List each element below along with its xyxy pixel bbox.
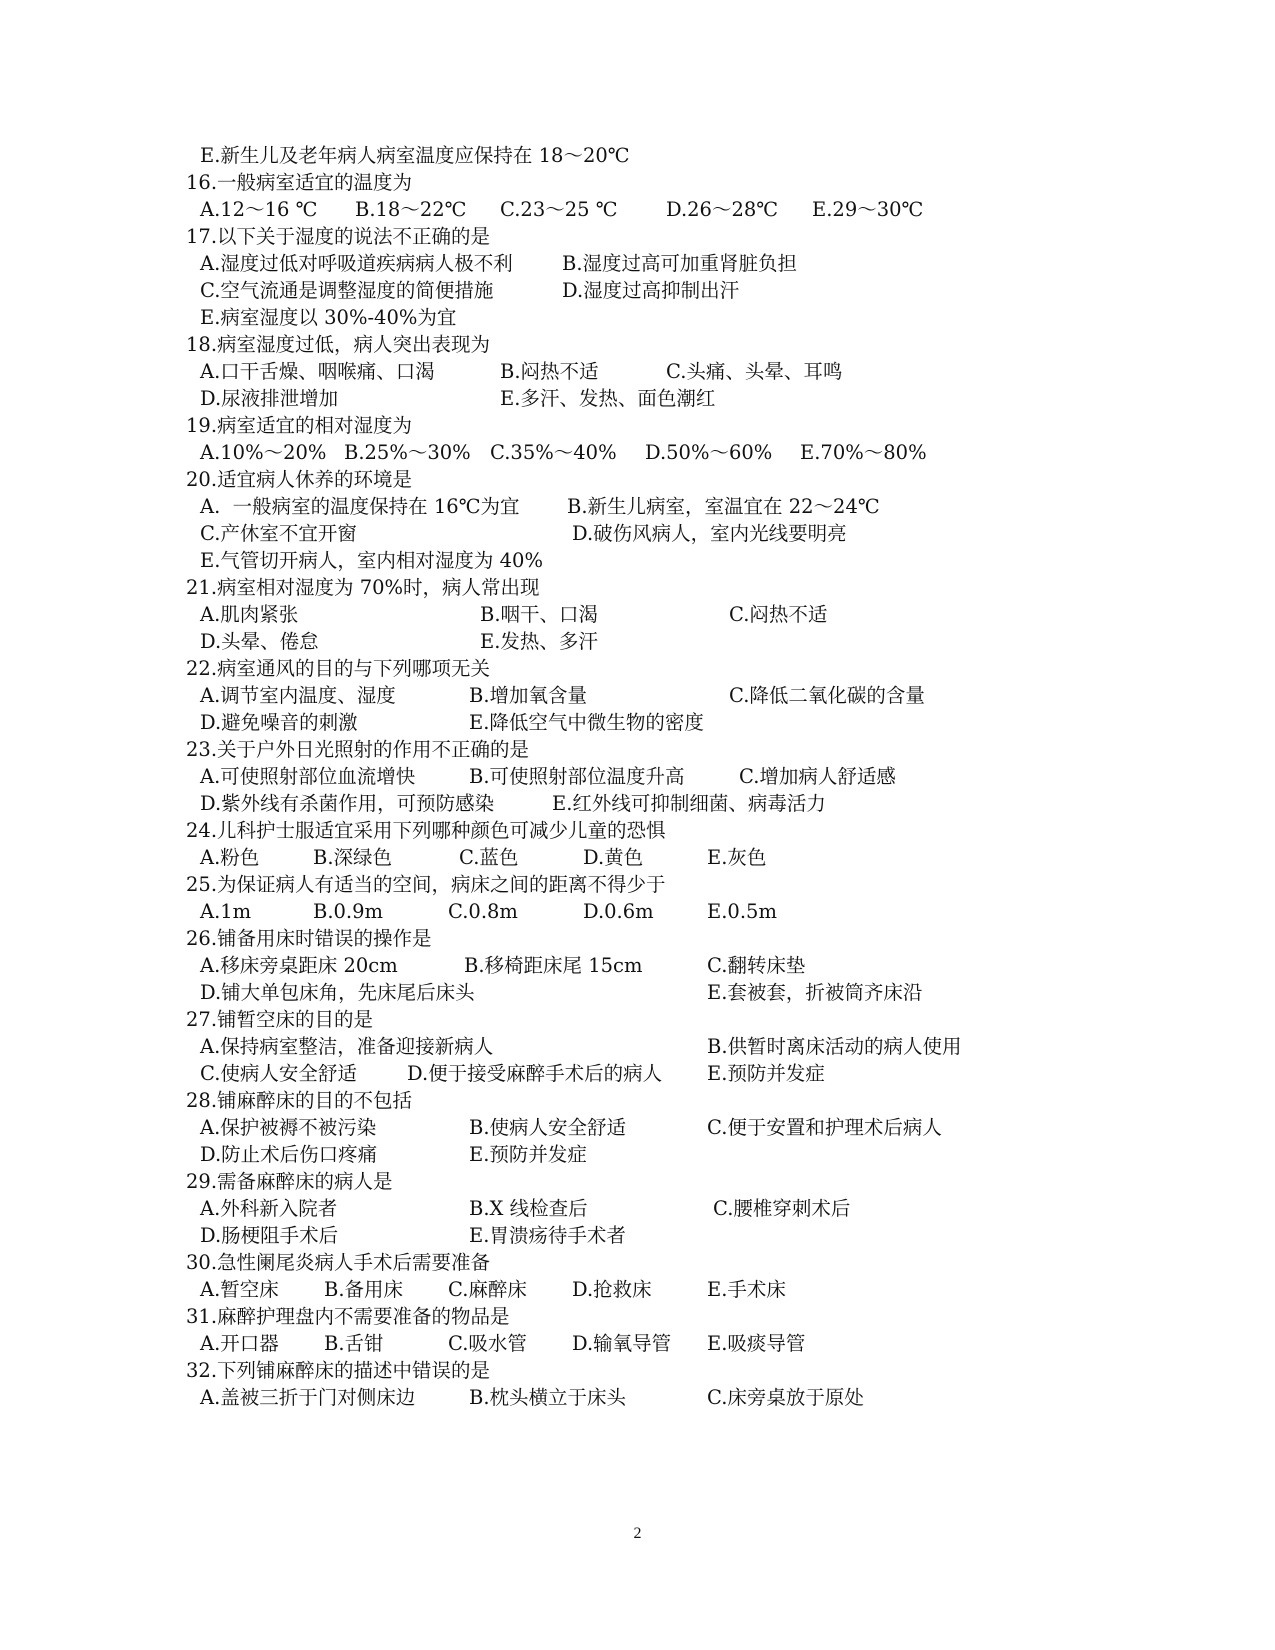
- option-c: C.降低二氧化碳的含量: [729, 684, 925, 707]
- option-c: C.35%～40%: [490, 441, 617, 464]
- option-c: C.蓝色: [459, 846, 519, 869]
- question-25-stem: 25.为保证病人有适当的空间，病床之间的距离不得少于: [186, 873, 666, 896]
- option-b: B.18～22℃: [355, 198, 467, 221]
- option-b: B.深绿色: [313, 846, 393, 869]
- option-d: D.26～28℃: [666, 198, 779, 221]
- option-d: D.抢救床: [572, 1278, 652, 1301]
- question-26-stem: 26.铺备用床时错误的操作是: [186, 927, 432, 950]
- option-e: E.发热、多汗: [480, 630, 598, 653]
- option-d: D.便于接受麻醉手术后的病人: [407, 1062, 663, 1085]
- option-b: B.枕头横立于床头: [469, 1386, 627, 1409]
- option-c: C.闷热不适: [729, 603, 828, 626]
- option-c: C.腰椎穿刺术后: [713, 1197, 851, 1220]
- option-d: D.避免噪音的刺激: [200, 711, 358, 734]
- option-a: A. 一般病室的温度保持在 16℃为宜: [200, 495, 520, 518]
- option-c: C.产休室不宜开窗: [200, 522, 357, 545]
- option-e: E.病室湿度以 30%-40%为宜: [200, 306, 457, 329]
- question-24-stem: 24.儿科护士服适宜采用下列哪种颜色可减少儿童的恐惧: [186, 819, 666, 842]
- option-d: D.输氧导管: [572, 1332, 672, 1355]
- question-27-stem: 27.铺暂空床的目的是: [186, 1008, 374, 1031]
- option-e: E.降低空气中微生物的密度: [469, 711, 704, 734]
- option-c: C.吸水管: [448, 1332, 527, 1355]
- option-b: B.移椅距床尾 15cm: [464, 954, 643, 977]
- option-a: A.移床旁桌距床 20cm: [200, 954, 398, 977]
- option-b: B.25%～30%: [344, 441, 471, 464]
- option-e: E.预防并发症: [707, 1062, 825, 1085]
- option-e: E.吸痰导管: [707, 1332, 806, 1355]
- option-a: A.调节室内温度、湿度: [200, 684, 396, 707]
- option-a: A.开口器: [200, 1332, 279, 1355]
- option-e: E.红外线可抑制细菌、病毒活力: [552, 792, 826, 815]
- option-b: B.增加氧含量: [469, 684, 588, 707]
- option-b: B.供暂时离床活动的病人使用: [707, 1035, 962, 1058]
- question-22-stem: 22.病室通风的目的与下列哪项无关: [186, 657, 491, 680]
- option-a: A.12～16 ℃: [200, 198, 318, 221]
- option-d: D.铺大单包床角，先床尾后床头: [200, 981, 475, 1004]
- question-29-stem: 29.需备麻醉床的病人是: [186, 1170, 393, 1193]
- option-b: B.备用床: [324, 1278, 404, 1301]
- option-b: B.新生儿病室，室温宜在 22～24℃: [567, 495, 880, 518]
- question-23-stem: 23.关于户外日光照射的作用不正确的是: [186, 738, 530, 761]
- question-19-stem: 19.病室适宜的相对湿度为: [186, 414, 413, 437]
- option-a: A.口干舌燥、咽喉痛、口渴: [200, 360, 435, 383]
- option-d: D.紫外线有杀菌作用，可预防感染: [200, 792, 495, 815]
- option-d: D.50%～60%: [645, 441, 773, 464]
- question-30-stem: 30.急性阑尾炎病人手术后需要准备: [186, 1251, 491, 1274]
- option-e: E.0.5m: [707, 900, 777, 923]
- option-e: E.多汗、发热、面色潮红: [500, 387, 716, 410]
- option-b: B.舌钳: [324, 1332, 384, 1355]
- option-e: E.胃溃疡待手术者: [469, 1224, 626, 1247]
- option-d: D.头晕、倦怠: [200, 630, 319, 653]
- option-d: D.湿度过高抑制出汗: [562, 279, 740, 302]
- option-d: D.肠梗阻手术后: [200, 1224, 339, 1247]
- option-b: B.可使照射部位温度升高: [469, 765, 685, 788]
- option-d: D.破伤风病人，室内光线要明亮: [572, 522, 847, 545]
- option-c: C.0.8m: [448, 900, 518, 923]
- option-e: E.气管切开病人，室内相对湿度为 40%: [200, 549, 543, 572]
- question-32-stem: 32.下列铺麻醉床的描述中错误的是: [186, 1359, 491, 1382]
- option-b: B.闷热不适: [500, 360, 599, 383]
- option-e: E.预防并发症: [469, 1143, 587, 1166]
- option-a: A.保持病室整洁，准备迎接新病人: [200, 1035, 494, 1058]
- question-31-stem: 31.麻醉护理盘内不需要准备的物品是: [186, 1305, 510, 1328]
- option-c: C.麻醉床: [448, 1278, 527, 1301]
- question-20-stem: 20.适宜病人休养的环境是: [186, 468, 413, 491]
- option-a: A.保护被褥不被污染: [200, 1116, 377, 1139]
- option-d: D.防止术后伤口疼痛: [200, 1143, 378, 1166]
- question-18-stem: 18.病室湿度过低，病人突出表现为: [186, 333, 491, 356]
- option-a: A.10%～20%: [200, 441, 327, 464]
- option-c: C.床旁桌放于原处: [707, 1386, 864, 1409]
- option-a: A.外科新入院者: [200, 1197, 338, 1220]
- option-c: C.便于安置和护理术后病人: [707, 1116, 942, 1139]
- option-c: C.翻转床垫: [707, 954, 806, 977]
- option-a: A.1m: [200, 900, 252, 923]
- option-c: C.使病人安全舒适: [200, 1062, 357, 1085]
- option-b: B.湿度过高可加重肾脏负担: [562, 252, 798, 275]
- option-e: E.70%～80%: [800, 441, 927, 464]
- option-e: E.灰色: [707, 846, 767, 869]
- option-c: C.空气流通是调整湿度的简便措施: [200, 279, 494, 302]
- option-c: C.头痛、头晕、耳鸣: [666, 360, 843, 383]
- option-c: C.增加病人舒适感: [739, 765, 896, 788]
- option-d: D.黄色: [583, 846, 644, 869]
- option-a: A.可使照射部位血流增快: [200, 765, 416, 788]
- option-a: A.盖被三折于门对侧床边: [200, 1386, 416, 1409]
- page-number: 2: [633, 1525, 642, 1542]
- option-a: A.暂空床: [200, 1278, 279, 1301]
- option-b: B.使病人安全舒适: [469, 1116, 627, 1139]
- option-e: E.套被套，折被筒齐床沿: [707, 981, 923, 1004]
- option-b: B.咽干、口渴: [480, 603, 599, 626]
- option-a: A.粉色: [200, 846, 260, 869]
- option-c: C.23～25 ℃: [500, 198, 618, 221]
- question-28-stem: 28.铺麻醉床的目的不包括: [186, 1089, 413, 1112]
- question-16-stem: 16.一般病室适宜的温度为: [186, 171, 413, 194]
- option-a: A.肌肉紧张: [200, 603, 299, 626]
- option-e: E.手术床: [707, 1278, 786, 1301]
- question-21-stem: 21.病室相对湿度为 70%时，病人常出现: [186, 576, 540, 599]
- option-e-q15: E.新生儿及老年病人病室温度应保持在 18～20℃: [200, 144, 630, 167]
- option-d: D.尿液排泄增加: [200, 387, 339, 410]
- question-17-stem: 17.以下关于湿度的说法不正确的是: [186, 225, 491, 248]
- option-a: A.湿度过低对呼吸道疾病病人极不利: [200, 252, 513, 275]
- option-b: B.X 线检查后: [469, 1197, 588, 1220]
- option-d: D.0.6m: [583, 900, 654, 923]
- option-b: B.0.9m: [313, 900, 384, 923]
- option-e: E.29～30℃: [812, 198, 924, 221]
